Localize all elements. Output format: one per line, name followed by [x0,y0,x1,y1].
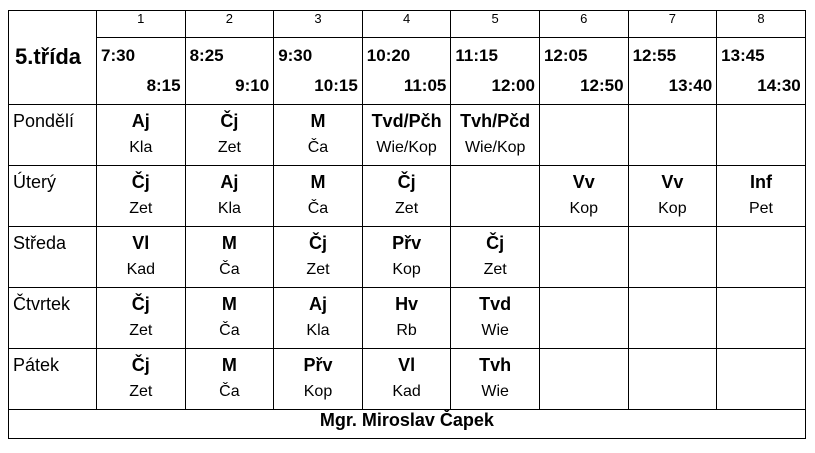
lesson-subject: M [221,294,237,314]
lesson-teacher: Ča [307,200,329,217]
lesson-cell [451,166,540,227]
period-time-cell [628,38,717,105]
lesson-teacher [717,135,805,139]
lesson-teacher: Kad [126,261,156,278]
lesson-subject: Čj [131,294,150,314]
lesson-cell [717,349,806,410]
lesson-cell [451,227,540,288]
lesson-cell [97,166,186,227]
lesson-teacher: Wie [481,322,509,339]
day-row [9,288,806,349]
lesson-subject: Tvh [479,355,512,375]
lesson-subject: Aj [131,111,150,131]
lesson-teacher: Zet [129,383,153,400]
day-name-cell [9,349,97,410]
lesson-subject: Tvd [479,294,512,314]
lesson-subject [540,105,628,135]
lesson-subject: Tvd/Pčh [371,111,442,131]
lesson-teacher: Zet [129,200,153,217]
lesson-teacher: Kop [303,383,333,400]
lesson-subject [717,288,805,318]
lesson-cell [362,105,451,166]
lesson-teacher [717,318,805,322]
period-end-time: 13:40 [668,76,713,95]
lesson-cell [185,227,274,288]
lesson-cell [97,105,186,166]
lesson-cell [97,349,186,410]
period-time-cell [717,38,806,105]
lesson-subject [717,349,805,379]
lesson-subject [629,288,717,318]
period-number: 1 [97,11,186,38]
lesson-subject: Přv [392,233,422,253]
lesson-subject: Hv [395,294,419,314]
period-time-cell [185,38,274,105]
lesson-subject: M [310,172,326,192]
lesson-teacher: Zet [483,261,507,278]
lesson-cell [539,349,628,410]
period-number: 6 [539,11,628,38]
lesson-subject: Aj [308,294,327,314]
lesson-teacher [540,257,628,261]
lesson-teacher: Kla [217,200,241,217]
lesson-cell [274,166,363,227]
lesson-teacher: Ča [219,322,240,339]
lesson-cell [274,227,363,288]
lesson-cell [274,288,363,349]
period-start-time: 13:45 [721,46,765,65]
lesson-cell [717,105,806,166]
lesson-cell [628,105,717,166]
lesson-subject [451,166,539,196]
lesson-cell [539,288,628,349]
lesson-cell [185,105,274,166]
period-number: 7 [628,11,717,38]
lesson-subject: M [310,111,326,131]
lesson-teacher: Kop [392,261,421,278]
period-time-cell [274,38,363,105]
lesson-subject: Čj [397,172,416,192]
lesson-subject [629,227,717,257]
period-end-time: 9:10 [235,76,270,95]
lesson-teacher [451,196,539,200]
day-name: Pondělí [13,111,75,131]
day-row [9,227,806,288]
lesson-teacher [540,379,628,383]
lesson-subject: Vv [661,172,684,192]
lesson-subject [629,349,717,379]
lesson-teacher: Zet [395,200,419,217]
period-start-time: 10:20 [366,46,411,65]
lesson-cell [539,166,628,227]
period-number: 2 [185,11,274,38]
period-time-row [9,38,806,105]
lesson-subject [540,288,628,318]
period-start-time: 9:30 [278,46,313,65]
day-name: Středa [13,233,67,253]
period-time-cell [451,38,540,105]
lesson-teacher [629,318,717,322]
footer-row [9,410,806,439]
lesson-cell [362,288,451,349]
lesson-teacher: Kop [658,200,687,217]
period-start-time: 12:05 [543,46,588,65]
lesson-teacher: Wie [481,383,509,400]
teacher-name: Mgr. Miroslav Čapek [9,410,806,439]
lesson-teacher [629,135,717,139]
timetable [8,10,806,439]
lesson-cell [717,166,806,227]
day-name-cell [9,166,97,227]
lesson-subject: Vl [398,355,416,375]
lesson-cell [451,349,540,410]
lesson-subject [540,349,628,379]
lesson-cell [539,105,628,166]
lesson-subject: Vl [132,233,150,253]
day-name-cell [9,105,97,166]
lesson-subject: Inf [749,172,772,192]
lesson-subject: Tvh/Pčd [460,111,531,131]
day-name: Úterý [13,172,57,192]
day-row [9,105,806,166]
period-end-time: 11:05 [403,76,447,95]
lesson-subject [540,227,628,257]
lesson-cell [628,349,717,410]
period-time-cell [362,38,451,105]
lesson-teacher [629,257,717,261]
lesson-teacher: Kla [306,322,330,339]
lesson-subject: Přv [303,355,333,375]
lesson-subject [629,105,717,135]
lesson-subject: Čj [486,233,505,253]
lesson-teacher: Ča [219,261,240,278]
day-name: Pátek [13,355,60,375]
period-start-time: 11:15 [455,46,498,65]
lesson-subject: M [221,233,237,253]
lesson-cell [628,166,717,227]
corner-cell-top [9,11,97,38]
lesson-subject: Čj [220,111,239,131]
lesson-subject: Čj [131,355,150,375]
lesson-teacher: Pet [748,200,773,217]
lesson-cell [97,288,186,349]
period-start-time: 8:25 [189,46,224,65]
day-name-cell [9,227,97,288]
lesson-teacher: Zet [129,322,153,339]
lesson-subject: Čj [308,233,327,253]
lesson-cell [628,227,717,288]
day-name: Čtvrtek [13,294,71,314]
day-row [9,349,806,410]
timetable-body [9,11,806,439]
period-start-time: 7:30 [101,46,136,65]
period-end-time: 14:30 [757,76,801,95]
period-end-time: 10:15 [314,76,358,95]
lesson-teacher: Zet [306,261,330,278]
lesson-teacher: Kad [392,383,421,400]
period-start-time: 12:55 [632,46,677,65]
period-end-time: 12:00 [491,76,535,95]
lesson-teacher [717,257,805,261]
lesson-cell [451,288,540,349]
lesson-teacher [540,135,628,139]
period-number: 8 [717,11,806,38]
lesson-cell [274,349,363,410]
period-number: 4 [362,11,451,38]
day-row [9,166,806,227]
lesson-cell [717,227,806,288]
lesson-subject: M [221,355,237,375]
lesson-teacher: Wie/Kop [376,139,437,156]
lesson-subject [717,227,805,257]
period-number: 3 [274,11,363,38]
day-name-cell [9,288,97,349]
lesson-subject: Čj [131,172,150,192]
period-number: 5 [451,11,540,38]
lesson-cell [362,227,451,288]
lesson-teacher [629,379,717,383]
lesson-cell [628,288,717,349]
period-end-time: 8:15 [146,76,181,95]
period-end-time: 12:50 [580,76,624,95]
class-name: 5.třída [15,43,82,69]
lesson-cell [185,288,274,349]
lesson-subject: Aj [220,172,239,192]
lesson-cell [717,288,806,349]
lesson-cell [539,227,628,288]
period-number-row [9,11,806,38]
lesson-teacher: Ča [219,383,240,400]
lesson-cell [185,349,274,410]
lesson-cell [451,105,540,166]
lesson-teacher: Kla [129,139,153,156]
lesson-teacher: Ča [307,139,329,156]
lesson-teacher: Kop [569,200,598,217]
lesson-teacher [540,318,628,322]
period-time-cell [97,38,186,105]
lesson-cell [185,166,274,227]
lesson-teacher: Rb [396,322,417,339]
lesson-subject [717,105,805,135]
lesson-cell [362,166,451,227]
lesson-teacher: Wie/Kop [464,139,526,156]
lesson-cell [274,105,363,166]
lesson-subject: Vv [572,172,595,192]
lesson-teacher: Zet [217,139,241,156]
class-name-cell [9,38,97,105]
period-time-cell [539,38,628,105]
lesson-cell [97,227,186,288]
lesson-cell [362,349,451,410]
lesson-teacher [717,379,805,383]
